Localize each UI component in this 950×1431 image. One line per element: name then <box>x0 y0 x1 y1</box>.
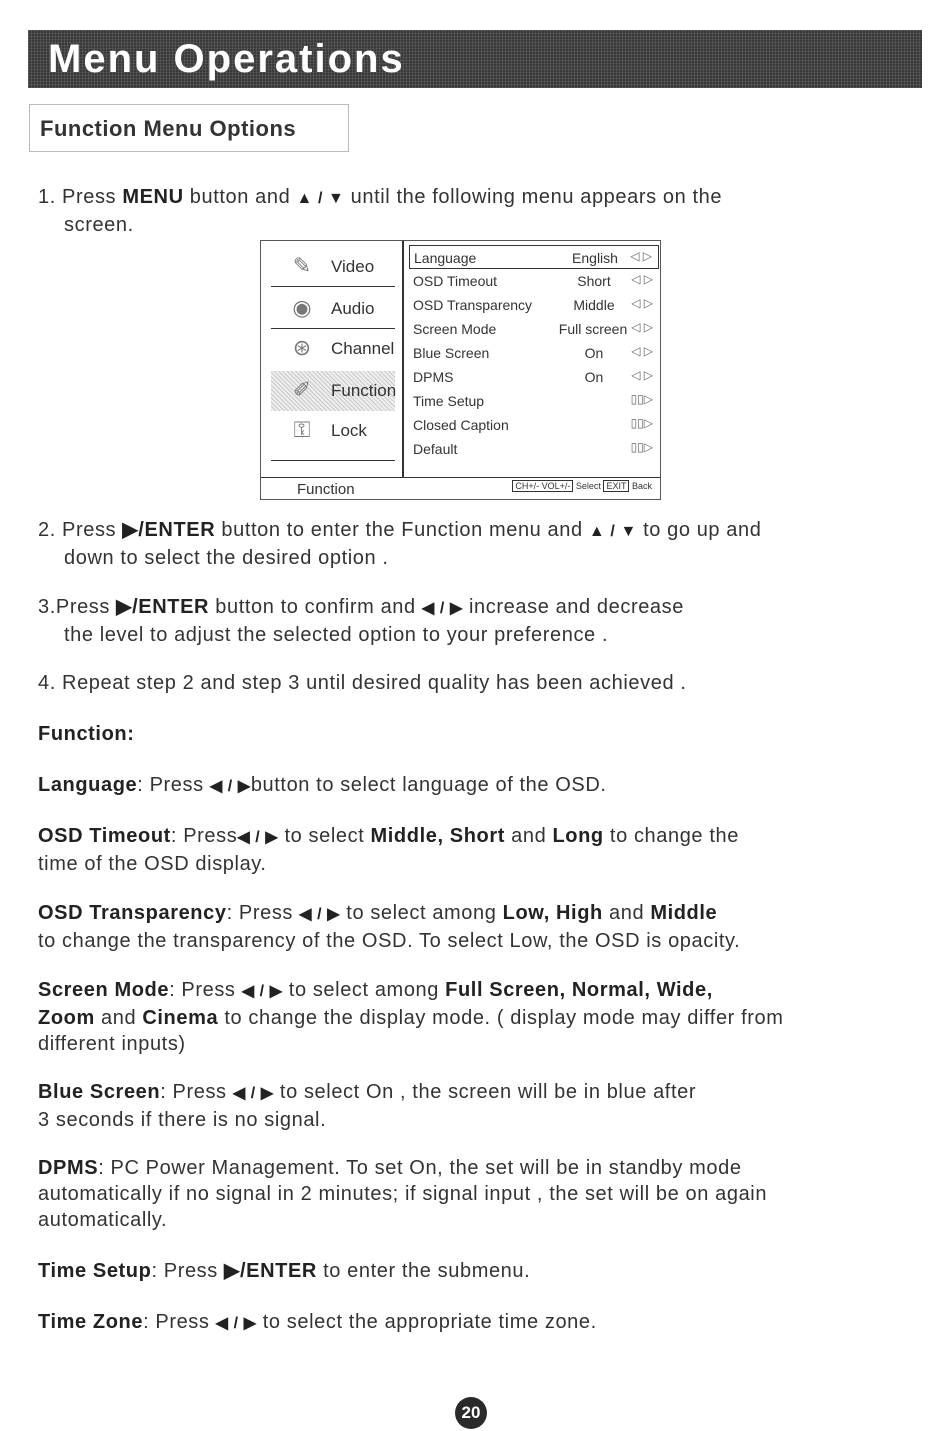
osd-row-default <box>409 437 659 461</box>
left-right-keys: ◀ / ▶ <box>237 829 279 846</box>
option-name: Language <box>414 250 477 266</box>
osd-row-osd-timeout <box>409 269 659 293</box>
option-value: Short <box>577 273 611 289</box>
back-hint: Back <box>631 481 652 491</box>
osd-row-closed-caption <box>409 413 659 437</box>
osd-category-list <box>261 241 404 477</box>
left-right-keys: ◀ / ▶ <box>241 983 283 1000</box>
step-1-mid: button and <box>183 186 297 208</box>
left-right-keys: ◀ / ▶ <box>232 1085 274 1102</box>
osd-row-language <box>409 245 659 269</box>
step-1-key: MENU <box>122 186 184 208</box>
osd-item-video <box>271 247 395 287</box>
option-name: Closed Caption <box>413 417 509 433</box>
screen-mode-line3: different inputs) <box>38 1033 186 1055</box>
step-1 <box>38 184 722 238</box>
timeout-and: and <box>504 825 553 847</box>
left-right-keys: ◀ / ▶ <box>215 1315 257 1332</box>
option-name: OSD Transparency <box>413 297 533 313</box>
function-osd-transparency <box>38 900 740 954</box>
blue-screen-label: Blue Screen <box>38 1081 161 1103</box>
divider <box>271 286 395 287</box>
step-3-arrows: ◀ / ▶ <box>421 600 463 617</box>
transparency-middle: Middle <box>650 902 718 924</box>
time-setup-text: : Press <box>151 1260 225 1282</box>
function-blue-screen <box>38 1079 696 1133</box>
time-zone-text-b: to select the appropriate time zone. <box>256 1311 597 1333</box>
step-3-tail: increase and decrease <box>462 596 684 618</box>
osd-item-audio <box>271 289 395 329</box>
step-3-prefix: 3.Press <box>38 596 117 618</box>
time-setup-label: Time Setup <box>38 1260 152 1282</box>
select-hint: Select <box>575 481 601 491</box>
osd-footer-label: Function <box>297 481 355 498</box>
osd-row-dpms <box>409 365 659 389</box>
lock-icon: ⚿ <box>293 417 311 442</box>
video-icon: ✎ <box>292 253 312 278</box>
option-value: English <box>572 250 618 266</box>
function-heading <box>38 721 134 747</box>
osd-item-label: Channel <box>331 339 395 358</box>
step-2-mid: button to enter the Function menu and <box>215 519 589 541</box>
left-right-arrow-icon: ◁ ▷ <box>631 320 653 334</box>
function-screen-mode <box>38 977 783 1057</box>
function-osd-timeout <box>38 823 739 877</box>
screen-mode-options: Full Screen, Normal, Wide, <box>445 979 713 1001</box>
exit-key: EXIT <box>603 480 629 492</box>
function-time-zone <box>38 1309 597 1337</box>
left-right-arrow-icon: ◁ ▷ <box>631 368 653 382</box>
transparency-label: OSD Transparency <box>38 902 227 924</box>
language-text: : Press <box>137 774 210 796</box>
option-value: Full screen <box>558 321 628 337</box>
blue-screen-text: : Press <box>160 1081 233 1103</box>
left-right-arrow-icon: ◁ ▷ <box>631 272 653 286</box>
step-1-arrows: ▲ / ▼ <box>296 190 345 207</box>
osd-item-label: Function <box>331 381 397 400</box>
timeout-line2: time of the OSD display. <box>38 853 267 875</box>
option-name: Screen Mode <box>413 321 497 337</box>
screen-mode-text-c: to change the display mode. ( display mode may differ from <box>218 1007 784 1029</box>
option-name: Time Setup <box>413 393 485 409</box>
osd-item-channel <box>271 329 395 369</box>
osd-row-osd-transparency <box>409 293 659 317</box>
option-name: DPMS <box>413 369 454 385</box>
section-title: Function Menu Options <box>40 116 297 141</box>
step-2-tail: to go up and <box>636 519 762 541</box>
transparency-line2: to change the transparency of the OSD. To select Low, the OSD is opacity. <box>38 930 741 952</box>
dpms-label: DPMS <box>38 1157 99 1179</box>
osd-row-screen-mode <box>409 317 659 341</box>
step-2-arrows: ▲ / ▼ <box>588 523 637 540</box>
step-3 <box>38 594 684 648</box>
timeout-label: OSD Timeout <box>38 825 171 847</box>
divider <box>271 460 395 461</box>
step-4: 4. Repeat step 2 and step 3 until desired quality has been achieved . <box>38 672 687 694</box>
timeout-text-c: to change the <box>603 825 739 847</box>
screen-mode-label: Screen Mode <box>38 979 170 1001</box>
step-2-key: ▶/ENTER <box>122 519 216 541</box>
film-reel-icon: ⊛ <box>292 335 312 360</box>
left-right-arrow-icon: ◁ ▷ <box>631 344 653 358</box>
time-zone-label: Time Zone <box>38 1311 144 1333</box>
step-2 <box>38 517 761 571</box>
transparency-text-b: to select among <box>340 902 503 924</box>
time-setup-text-b: to enter the submenu. <box>316 1260 531 1282</box>
pencil-icon: ✐ <box>292 377 312 402</box>
dpms-line2: automatically if no signal in 2 minutes; if signal input , the set will be on again <box>38 1183 768 1205</box>
submenu-arrow-icon: ▯▯▷ <box>630 392 653 406</box>
osd-item-label: Lock <box>331 421 367 440</box>
osd-menu-figure <box>260 240 661 500</box>
enter-key: ▶/ENTER <box>224 1260 317 1282</box>
function-language <box>38 772 607 800</box>
ch-vol-key: CH+/- VOL+/- <box>512 480 573 492</box>
submenu-arrow-icon: ▯▯▷ <box>630 440 653 454</box>
osd-key-hint <box>512 481 652 491</box>
left-right-arrow-icon: ◁ ▷ <box>630 249 652 263</box>
language-text-end: button to select language of the OSD. <box>250 774 607 796</box>
language-label: Language <box>38 774 138 796</box>
submenu-arrow-icon: ▯▯▷ <box>630 416 653 430</box>
left-right-keys: ◀ / ▶ <box>209 778 251 795</box>
option-name: OSD Timeout <box>413 273 498 289</box>
option-name: Default <box>413 441 458 457</box>
osd-row-blue-screen <box>409 341 659 365</box>
function-heading-text: Function: <box>38 723 135 745</box>
speaker-icon: ◉ <box>292 295 312 320</box>
page-number: 20 <box>455 1397 487 1429</box>
osd-item-function <box>271 371 395 411</box>
option-value: On <box>584 369 604 385</box>
step-1-line2: screen. <box>64 214 134 236</box>
dpms-text: : PC Power Management. To set On, the set will be in standby mode <box>98 1157 742 1179</box>
option-value: Middle <box>573 297 615 313</box>
step-3-mid: button to confirm and <box>209 596 422 618</box>
osd-row-time-setup <box>409 389 659 413</box>
screen-mode-text: : Press <box>169 979 242 1001</box>
screen-mode-text-b: to select among <box>282 979 446 1001</box>
osd-item-label: Audio <box>331 299 375 318</box>
step-3-key: ▶/ENTER <box>116 596 210 618</box>
osd-item-label: Video <box>331 257 375 276</box>
dpms-line3: automatically. <box>38 1209 168 1231</box>
step-2-prefix: 2. Press <box>38 519 123 541</box>
step-1-prefix: 1. Press <box>38 186 123 208</box>
screen-mode-zoom: Zoom <box>38 1007 95 1029</box>
function-dpms <box>38 1155 767 1233</box>
blue-screen-text-b: to select On , the screen will be in blue after <box>273 1081 697 1103</box>
transparency-text: : Press <box>226 902 300 924</box>
step-3-line2: the level to adjust the selected option to your preference . <box>64 624 609 646</box>
page-title: Menu Operations <box>48 37 405 81</box>
option-name: Blue Screen <box>413 345 490 361</box>
osd-lock-divider <box>271 421 395 461</box>
option-value: On <box>584 345 604 361</box>
timeout-options: Middle, Short <box>370 825 505 847</box>
timeout-text: : Press <box>170 825 238 847</box>
transparency-and: and <box>602 902 651 924</box>
function-time-setup <box>38 1258 530 1284</box>
left-right-arrow-icon: ◁ ▷ <box>631 296 653 310</box>
step-2-line2: down to select the desired option . <box>64 547 389 569</box>
time-zone-text: : Press <box>143 1311 216 1333</box>
screen-mode-and: and <box>94 1007 143 1029</box>
screen-mode-cinema: Cinema <box>142 1007 219 1029</box>
timeout-long: Long <box>552 825 604 847</box>
transparency-options: Low, High <box>502 902 603 924</box>
left-right-keys: ◀ / ▶ <box>299 906 341 923</box>
step-1-tail: until the following menu appears on the <box>344 186 723 208</box>
header-banner <box>28 30 922 88</box>
timeout-text-b: to select <box>278 825 371 847</box>
osd-footer <box>261 477 660 500</box>
blue-screen-line2: 3 seconds if there is no signal. <box>38 1109 327 1131</box>
